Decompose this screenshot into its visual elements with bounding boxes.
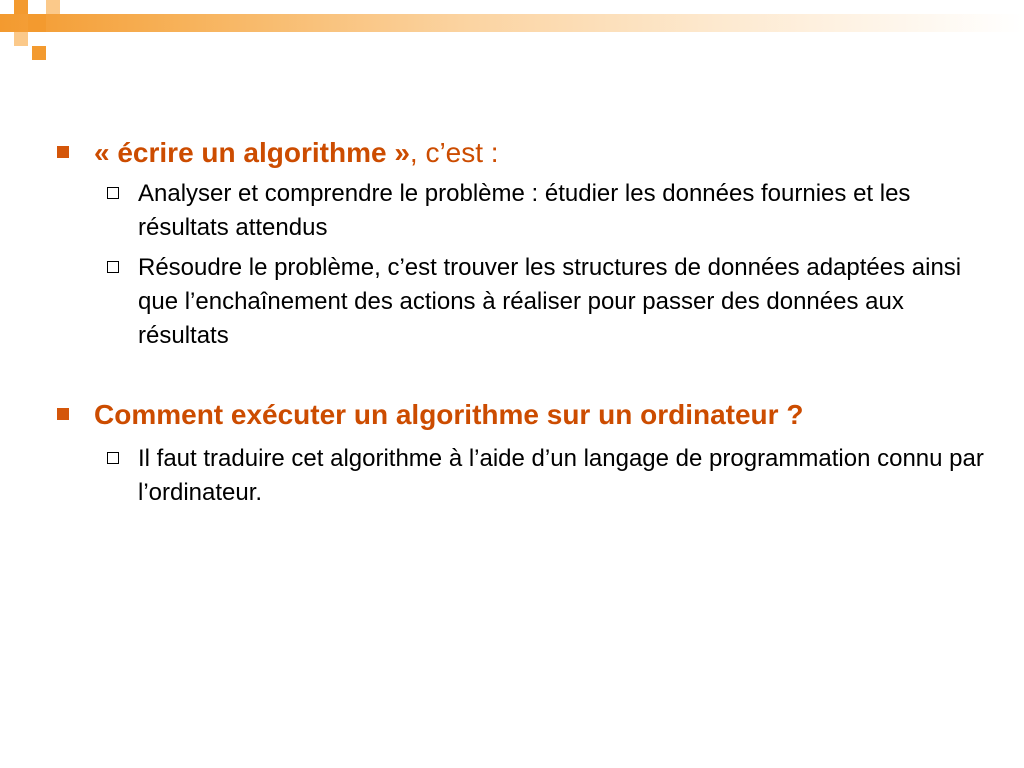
hollow-square-bullet-icon [107, 187, 119, 199]
bullet-item-regular-text: , c’est : [409, 137, 499, 168]
bullet-item-write-algorithm [94, 137, 499, 169]
hollow-square-bullet-icon [107, 452, 119, 464]
sub-bullet-translate [138, 442, 998, 510]
bullet-item-bold-text: « écrire un algorithme » [94, 137, 410, 168]
sub-bullet-text: Résoudre le problème, c’est trouver les structures de données adaptées ainsi que l’enchaînement des actions à réaliser pour passer des données aux résultats [138, 254, 962, 349]
filled-square-bullet-icon [57, 146, 69, 158]
hollow-square-bullet-icon [107, 261, 119, 273]
sub-bullet-text: Analyser et comprendre le problème : étudier les données fournies et les résultats attendus [138, 180, 911, 241]
sub-bullet-resolve [138, 251, 998, 353]
sub-bullet-text: Il faut traduire cet algorithme à l’aide d’un langage de programmation connu par l’ordinateur. [138, 445, 984, 506]
filled-square-bullet-icon [57, 408, 69, 420]
bullet-item-execute-algorithm [94, 399, 803, 431]
bullet-item-bold-text: Comment exécuter un algorithme sur un ordinateur ? [94, 399, 804, 430]
sub-bullet-analyse [138, 177, 998, 245]
